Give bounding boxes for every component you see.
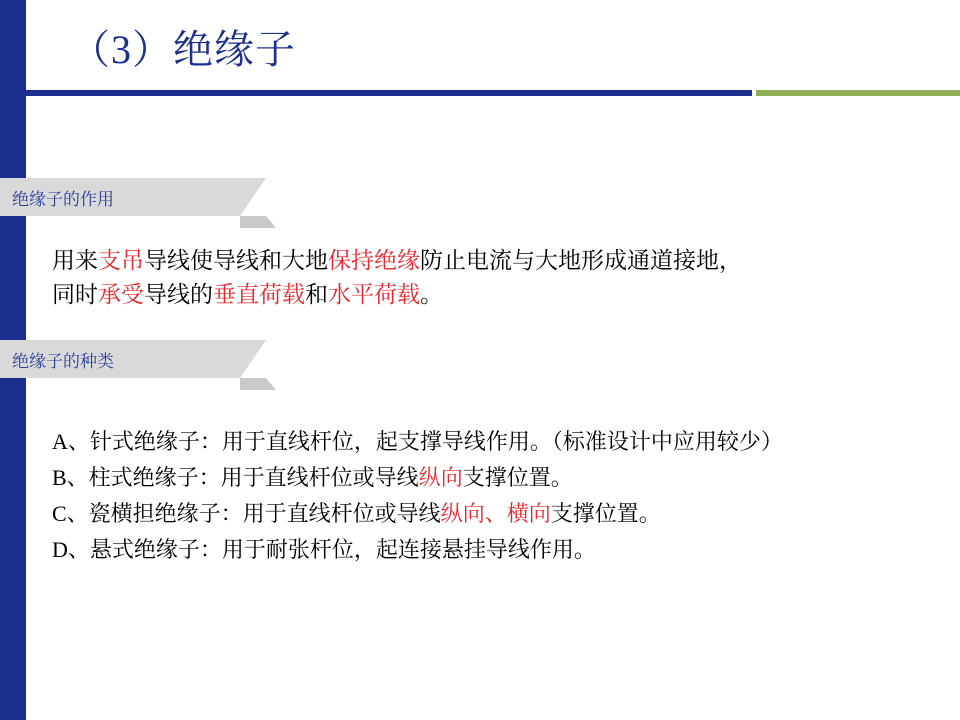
text-run: 导线的 <box>144 282 213 307</box>
section-tag-function-label: 绝缘子的作用 <box>12 189 114 209</box>
text-run: B、柱式绝缘子：用于直线杆位或导线 <box>52 465 419 490</box>
text-run-highlight: 承受 <box>98 282 144 307</box>
text-run: 用来 <box>52 248 98 273</box>
text-run: 防止电流与大地形成通道接地， <box>420 248 742 273</box>
list-item <box>52 532 783 568</box>
text-run-highlight: 纵向、横向 <box>440 501 551 526</box>
types-list <box>52 424 783 568</box>
section-tag-function-notch <box>240 178 266 216</box>
list-item <box>52 424 783 460</box>
section-tag-types-notch <box>240 340 266 378</box>
text-run-highlight: 水平荷载 <box>328 282 420 307</box>
text-run-highlight: 支吊 <box>98 248 144 273</box>
text-run: 和 <box>305 282 328 307</box>
section-tag-types-label: 绝缘子的种类 <box>12 351 114 371</box>
function-paragraph-line2 <box>52 278 742 312</box>
list-item <box>52 460 783 496</box>
title-rule-blue <box>26 90 752 96</box>
text-run: 。 <box>420 282 443 307</box>
section-tag-types-shadow-notch <box>266 378 276 390</box>
text-run: 导线使导线和大地 <box>144 248 328 273</box>
section-tag-function-shadow <box>240 216 266 228</box>
section-tag-function <box>0 178 240 216</box>
text-run-highlight: 保持绝缘 <box>328 248 420 273</box>
text-run-highlight: 垂直荷载 <box>213 282 305 307</box>
text-run: 支撑位置。 <box>550 501 661 526</box>
section-tag-function-shadow-notch <box>266 216 276 228</box>
text-run: A、针式绝缘子：用于直线杆位，起支撑导线作用。（标准设计中应用较少） <box>52 429 783 454</box>
text-run: 同时 <box>52 282 98 307</box>
text-run: C、瓷横担绝缘子：用于直线杆位或导线 <box>52 501 441 526</box>
function-paragraph <box>52 244 742 312</box>
section-tag-types-shadow <box>240 378 266 390</box>
title-rule-green <box>756 90 960 96</box>
function-paragraph-line1 <box>52 244 742 278</box>
section-tag-types <box>0 340 240 378</box>
text-run-highlight: 纵向 <box>418 465 463 490</box>
text-run: 支撑位置。 <box>462 465 573 490</box>
page-title: （3）绝缘子 <box>70 27 296 72</box>
text-run: D、悬式绝缘子：用于耐张杆位，起连接悬挂导线作用。 <box>52 537 596 562</box>
list-item <box>52 496 783 532</box>
